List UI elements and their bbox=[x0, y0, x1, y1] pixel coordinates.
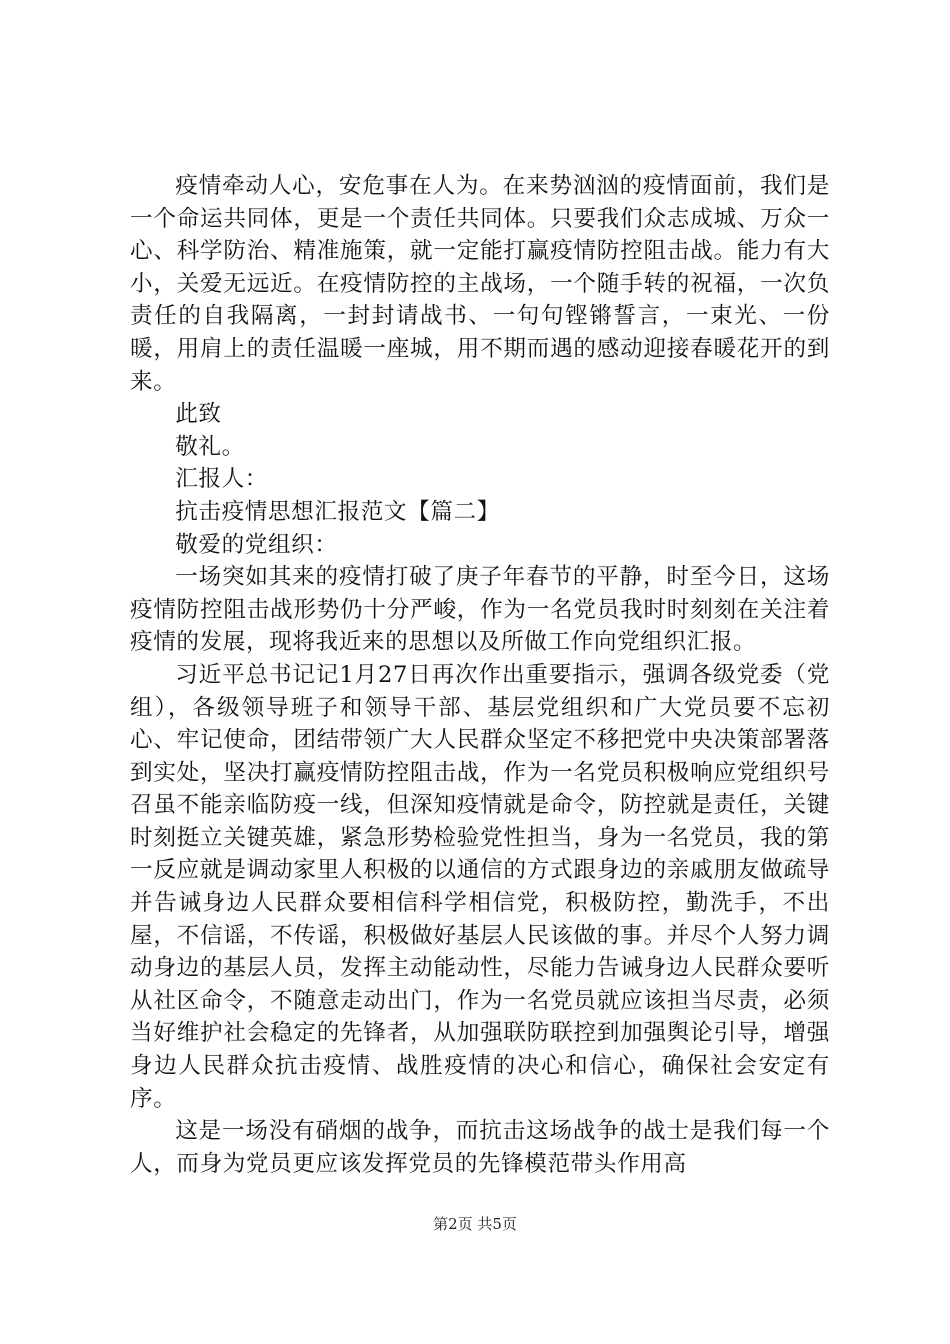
page-footer: 第2页 共5页 bbox=[433, 1215, 517, 1233]
document-body bbox=[130, 170, 830, 1180]
salutation: 敬爱的党组织： bbox=[175, 531, 338, 558]
section-title: 抗击疫情思想汇报范文【篇二】 bbox=[175, 498, 500, 525]
paragraph-war: 这是一场没有硝烟的战争，而抗击这场战争的战士是我们每一个人，而身为党员更应该发挥党员的先锋模范带头作用高 bbox=[130, 1118, 830, 1177]
paragraph-epidemic-intro: 疫情牵动人心，安危事在人为。在来势汹汹的疫情面前，我们是一个命运共同体，更是一个责任共同体。只要我们众志成城、万众一心、科学防治、精准施策，就一定能打赢疫情防控阻击战。能力有大小，关爱无远近。在疫情防控的主战场，一个随手转的祝福，一次负责任的自我隔离，一封封请战书、一句句铿锵誓言，一束光、一份暖，用肩上的责任温暖一座城，用不期而遇的感动迎接春暖花开的到来。 bbox=[130, 173, 830, 395]
paragraph-opening: 一场突如其来的疫情打破了庚子年春节的平静，时至今日，这场疫情防控阻击战形势仍十分严峻，作为一名党员我时时刻刻在关注着疫情的发展，现将我近来的思想以及所做工作向党组织汇报。 bbox=[130, 564, 830, 656]
closing-jingli: 敬礼。 bbox=[175, 433, 245, 460]
closing-cizhi: 此致 bbox=[175, 401, 222, 428]
paragraph-instructions: 习近平总书记记1月27日再次作出重要指示，强调各级党委（党组），各级领导班子和领导干部、基层党组织和广大党员要不忘初心、牢记使命，团结带领广大人民群众坚定不移把党中央决策部署落到实处，坚决打赢疫情防控阻击战，作为一名党员积极响应党组织号召虽不能亲临防疫一线，但深知疫情就是命令，防控就是责任，关键时刻挺立关键英雄，紧急形势检验党性担当，身为一名党员，我的第一反应就是调动家里人积极的以通信的方式跟身边的亲戚朋友做疏导并告诫身边人民群众要相信科学相信党，积极防控，勤洗手，不出屋，不信谣，不传谣，积极做好基层人民该做的事。并尽个人努力调动身边的基层人员，发挥主动能动性，尽能力告诫身边人民群众要听从社区命令，不随意走动出门，作为一名党员就应该担当尽责，必须当好维护社会稳定的先锋者，从加强联防联控到加强舆论引导，增强身边人民群众抗击疫情、战胜疫情的决心和信心，确保社会安定有序。 bbox=[130, 661, 830, 1112]
reporter-label: 汇报人： bbox=[175, 466, 268, 493]
